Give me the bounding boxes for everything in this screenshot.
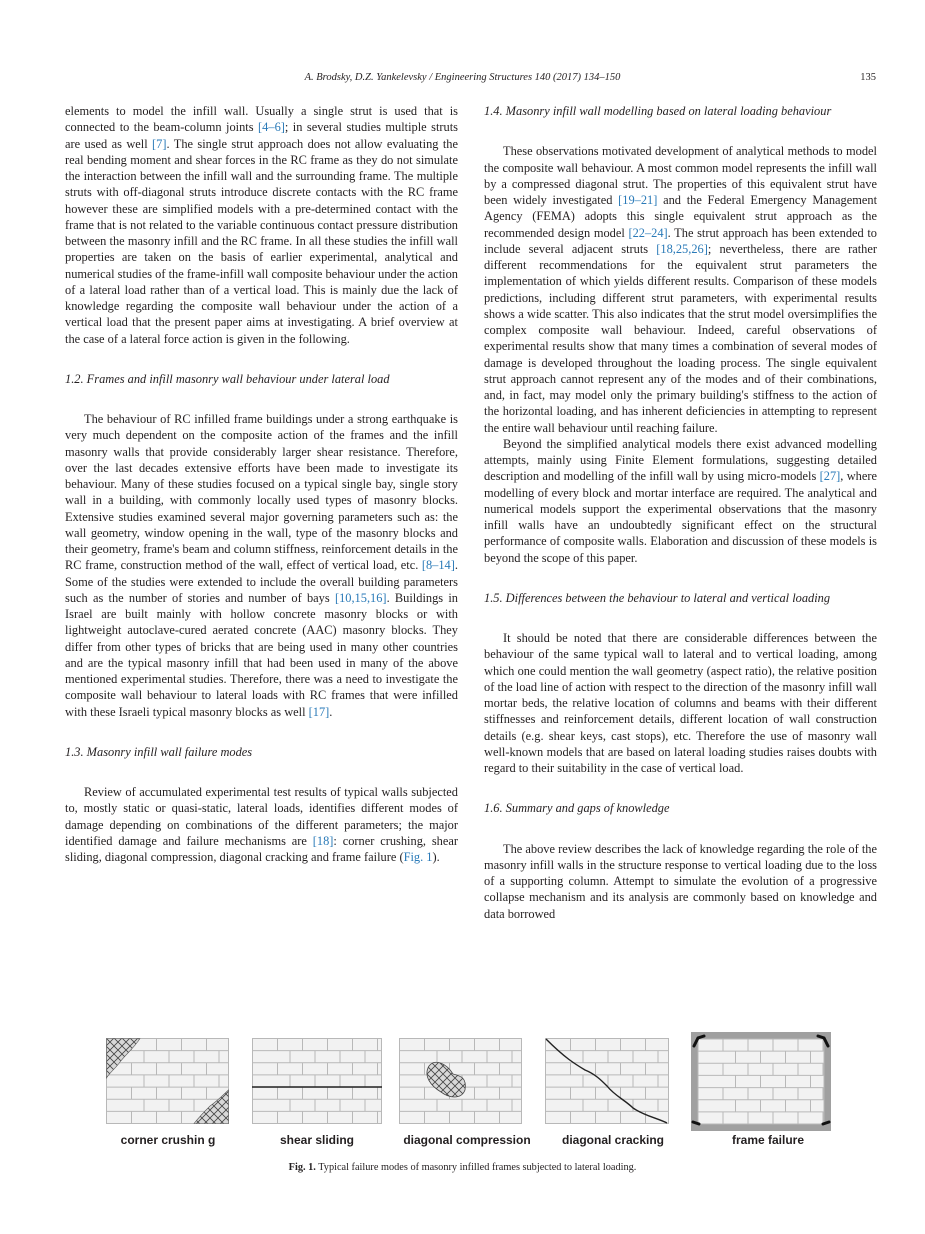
- citation-link[interactable]: [18]: [312, 833, 334, 848]
- citation-link[interactable]: [22–24]: [628, 225, 668, 240]
- plastic-hinge: [693, 1122, 699, 1124]
- citation-link[interactable]: [8–14]: [421, 558, 455, 573]
- paragraph-text: and the Federal Emergency Management Agency (FEMA) adopts this single equivalent strut approach as the recommended design model: [484, 193, 878, 240]
- left-column: [65, 103, 458, 865]
- citation-link[interactable]: [7]: [152, 136, 167, 151]
- citation-link[interactable]: [19–21]: [618, 193, 658, 207]
- panel-diagonal-cracking: [545, 1038, 669, 1124]
- panel-frame-failure: [691, 1032, 831, 1131]
- paragraph-text: These observations motivated development of analytical methods to model the composite wall behaviour. A most common model represents the infill wall by a compressed diagonal strut. The properties of this equivalent strut have been widely investigated: [484, 144, 877, 207]
- panel-shear-sliding: [252, 1038, 382, 1124]
- citation-link[interactable]: Fig. 1: [403, 850, 433, 864]
- panel-corner-crushing: [106, 1038, 229, 1124]
- paragraph: [484, 143, 877, 436]
- right-column: [484, 103, 877, 922]
- paragraph: [65, 784, 458, 865]
- paragraph: [484, 630, 877, 776]
- paragraph-text: . The single strut approach does not allow evaluating the real bending moment and shear forces in the RC frame as they do not simulate the interaction between the infill wall and the surrounding frame. The multiple struts with off-diagonal struts introduce discrete contacts with the RC frame however these are simplified models with a pre-determined contact with the frame that is not related to the variable continuous contact pressure distribution between the masonry infill and the RC frame. In all these studies the infill wall properties are taken on the basis of earlier experimental, analytical and numerical studies of the frame-infill wall composite behaviour under the action of a lateral load rather than of a vertical load. This is mainly due the lack of knowledge regarding the composite wall behaviour under the action of a vertical load that the present paper aims at investigating. A brief overview at the case of a lateral force action is given in the following.: [65, 136, 458, 346]
- paragraph-text: .: [329, 704, 333, 719]
- paragraph: [65, 103, 458, 347]
- figure-label: corner crushin g: [120, 1133, 216, 1147]
- figure-1: [0, 1030, 925, 1180]
- citation-link[interactable]: [4–6]: [258, 120, 285, 135]
- paragraph-text: : corner crushing, shear sliding, diagonal compression, diagonal cracking and frame failure (: [65, 833, 458, 864]
- section-heading: 1.3. Masonry infill wall failure modes: [65, 744, 253, 759]
- paragraph-text: . The strut approach has been extended to include several adjacent struts: [484, 225, 878, 256]
- paragraph: [484, 841, 877, 922]
- paragraph-text: Review of accumulated experimental test results of typical walls subjected to, mostly static or quasi-static, lateral loads, identifies different modes of damage depending on combinations of the different parameters; the major identified damage and failure mechanisms are: [65, 785, 458, 848]
- paragraph-text: . Some of the studies were extended to include the overall building parameters such as the number of stories and number of bays: [65, 558, 458, 605]
- paragraph-text: . Buildings in Israel are built mainly with hollow concrete masonry blocks or with lightweight autoclave-cured aerated concrete (AAC) masonry blocks. They differ from other types of bricks that are being used in many other countries and are the typical masonry infill that had been used in many of the above mentioned experimental studies. Therefore, there was a need to investigate the composite wall behaviour to lateral loads with RC frames that were infilled with these Israeli typical masonry blocks as well: [65, 590, 458, 719]
- figure-label: shear sliding: [279, 1133, 355, 1147]
- section-heading: 1.2. Frames and infill masonry wall behaviour under lateral load: [65, 371, 390, 386]
- paragraph: [484, 436, 877, 566]
- page-number: 135: [860, 72, 876, 83]
- figure-caption: [0, 1162, 925, 1173]
- plastic-hinge: [823, 1122, 829, 1124]
- figure-label: frame failure: [731, 1133, 805, 1147]
- citation-link[interactable]: [18,25,26]: [656, 241, 708, 256]
- wall: [253, 1039, 382, 1124]
- paragraph-text: ).: [432, 850, 440, 864]
- caption-text: Typical failure modes of masonry infilled frames subjected to lateral loading.: [318, 1162, 637, 1173]
- figure-label: diagonal compression: [403, 1133, 531, 1147]
- figure-label: diagonal cracking: [561, 1133, 665, 1147]
- paragraph-text: , where modelling of every block and mortar interface are required. The analytical and numerical models support the experimental observations that the masonry infill walls have an undoubtedly significant effect on the structural performance of composite walls. Elaboration and discussion of these models is beyond the scope of this paper.: [484, 469, 877, 565]
- wall: [546, 1039, 669, 1124]
- paragraph-text: The behaviour of RC infilled frame buildings under a strong earthquake is very much dependent on the composite action of the frames and the infill masonry walls that provide considerably larger shear resistance. Therefore, over the last decades extensive efforts have been made to investigate its behaviour. Many of these studies focused on a typical single bay, single story wall in a building, with commonly locally used types of masonry blocks. Extensive studies examined several major governing parameters such as: the wall geometry, window opening in the wall, type of the masonry blocks and their geometry, frame's beam and column stiffness, reinforcement details in the RC frame, construction method of the wall, effect of vertical load, etc.: [65, 412, 458, 573]
- paragraph: [65, 411, 458, 720]
- section-heading: 1.5. Differences between the behaviour to lateral and vertical loading: [484, 590, 831, 605]
- paragraph-text: Beyond the simplified analytical models there exist advanced modelling attempts, mainly using Finite Element formulations, suggesting detailed description and modelling of the infill wall by using micro-models: [484, 436, 877, 484]
- paragraph-text: elements to model the infill wall. Usually a single strut is used that is connected to the beam-column joints: [65, 104, 458, 135]
- citation-link[interactable]: [17]: [308, 704, 330, 719]
- paragraph-text: ; nevertheless, there are rather different recommendations for the equivalent strut parameters the implementation of which yields different results. Comparison of these models predictions, including different strut parameters, with experimental results shows a wide scatter. This also indicates that the strut model oversimplifies the complex composite wall behaviour. Indeed, careful observations of experimental results show that many times a combination of several modes of damage is developed throughout the loading process. The single equivalent strut approach cannot represent any of the modes and of their combinations, and, in fact, may model only the primary building's stiffness to the action of the horizontal loading, and has inherent deficiencies in attempting to represent the entire wall behaviour until reaching failure.: [484, 241, 877, 435]
- paragraph-text: The above review describes the lack of knowledge regarding the role of the masonry infill walls in the structure response to vertical loading due to the loss of a supporting column. Attempt to simulate the evolution of a progressive collapse mechanism and its analysis are commonly based on knowledge and data borrowed: [484, 841, 877, 921]
- citation-link[interactable]: [10,15,16]: [334, 590, 387, 605]
- caption-label: Fig. 1.: [288, 1162, 316, 1173]
- paragraph-text: It should be noted that there are considerable differences between the behaviour of the same typical wall to lateral and to vertical loading, among which one could mention the wall geometry (aspect ratio), the relative position of the load line of action with respect to the direction of the masonry infill wall mortar beds, the relative location of columns and beams with their different stiffnesses and reinforcement details, different location of wall construction details (e.g. shear keys, cast stops), etc. Therefore the use of masonry wall well-known models that are based on lateral loading studies raises doubts with regard to their suitability in the case of vertical load.: [484, 631, 877, 775]
- panel-diagonal-compression: [399, 1038, 522, 1124]
- paragraph-text: ; in several studies multiple struts are used as well: [65, 120, 458, 151]
- citation-link[interactable]: [27]: [819, 469, 841, 484]
- section-heading: 1.6. Summary and gaps of knowledge: [484, 801, 670, 816]
- section-heading: 1.4. Masonry infill wall modelling based on lateral loading behaviour: [484, 104, 832, 118]
- running-title: A. Brodsky, D.Z. Yankelevsky / Engineering Structures 140 (2017) 134–150: [304, 72, 621, 83]
